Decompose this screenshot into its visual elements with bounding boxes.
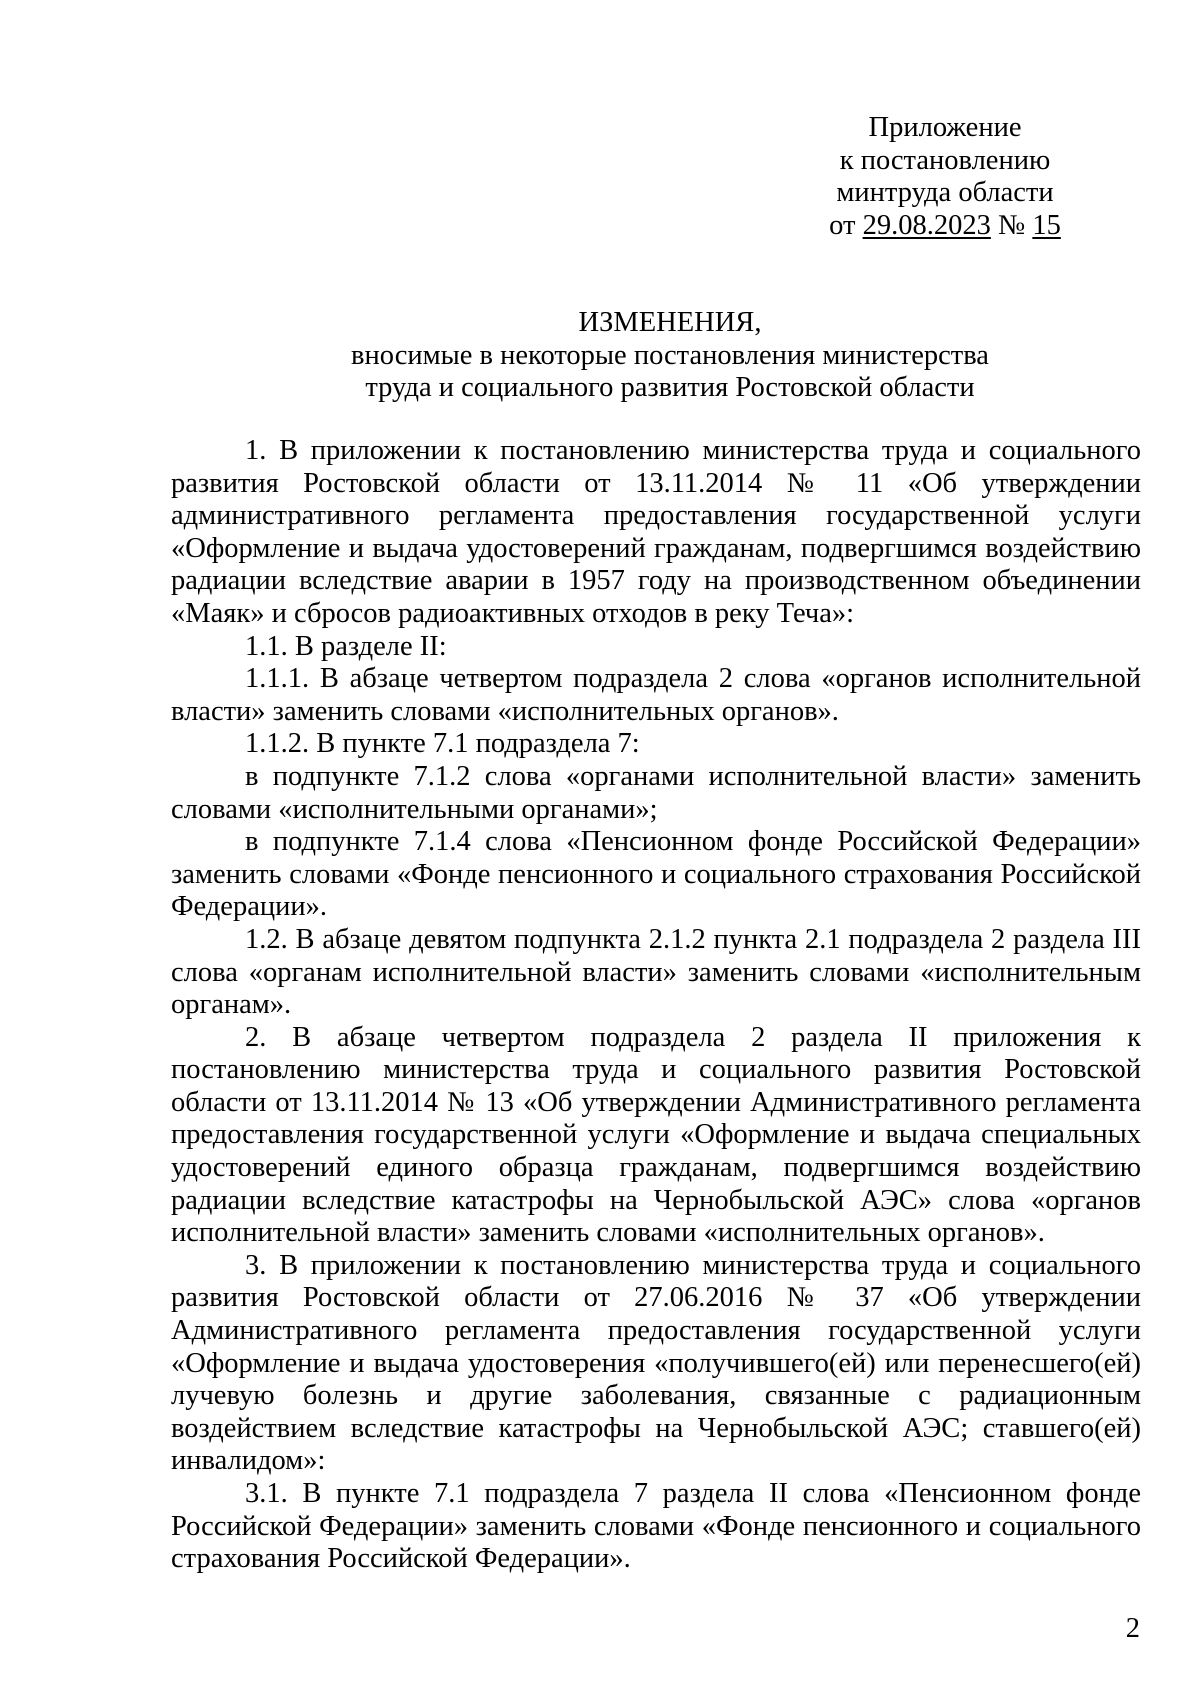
paragraph-3: 3. В приложении к постановлению министерства труда и социального развития Ростовской области от 27.06.2016 № 37 «Об утверждении Административного регламента предоставления государственной услуги «Оформление и выдача удостоверения «получившего(ей) или перенесшего(ей) лучевую болезнь и другие заболевания, связанные с радиационным воздействием вследствие катастрофы на Чернобыльской АЭС; ставшего(ей) инвалидом»:	[171, 1249, 1141, 1477]
paragraph-1-1-2: 1.1.2. В пункте 7.1 подраздела 7:	[245, 728, 640, 760]
number-prefix: №	[998, 209, 1026, 241]
appendix-date-line	[790, 210, 1100, 243]
document-heading	[170, 307, 1170, 405]
paragraph-1-1: 1.1. В разделе II:	[245, 630, 447, 662]
paragraph-subitem-7-1-4: в подпункте 7.1.4 слова «Пенсионном фонде Российской Федерации» заменить словами «Фонде пенсионного и социального страхования Российской Федерации».	[171, 826, 1141, 923]
appendix-block	[790, 112, 1100, 242]
paragraph-1-2: 1.2. В абзаце девятом подпункта 2.1.2 пункта 2.1 подраздела 2 раздела III слова «органам исполнительной власти» заменить словами «исполнительным органам».	[171, 923, 1141, 1021]
paragraph-3-1: 3.1. В пункте 7.1 подраздела 7 раздела II слова «Пенсионном фонде Российской Федерации» заменить словами «Фонде пенсионного и социального страхования Российской Федерации».	[171, 1478, 1141, 1575]
paragraph-2: 2. В абзаце четвертом подраздела 2 раздела II приложения к постановлению министерства труда и социального развития Ростовской области от 13.11.2014 № 13 «Об утверждении Административного регламента предоставления государственной услуги «Оформление и выдача специальных удостоверений единого образца гражданам, подвергшимся воздействию радиации вследствие катастрофы на Чернобыльской АЭС» слова «органов исполнительной власти» заменить словами «исполнительных органов».	[171, 1021, 1141, 1249]
appendix-title: Приложение	[868, 112, 1022, 143]
appendix-line-3: минтруда области	[836, 177, 1054, 209]
appendix-line-2: к постановлению	[839, 144, 1051, 176]
page-number: 2	[1125, 1613, 1140, 1644]
paragraph-1-1-1: 1.1.1. В абзаце четвертом подраздела 2 слова «органов исполнительной власти» заменить словами «исполнительных органов».	[171, 663, 1141, 727]
date-prefix: от	[829, 209, 856, 241]
heading-title: ИЗМЕНЕНИЯ,	[578, 307, 762, 338]
document-date: 29.08.2023	[862, 209, 991, 241]
paragraph-subitem-7-1-2: в подпункте 7.1.2 слова «органами исполнительной власти» заменить словами «исполнительными органами»;	[171, 760, 1141, 825]
heading-subtitle-1: вносимые в некоторые постановления министерства	[351, 339, 989, 371]
paragraph-1: 1. В приложении к постановлению министерства труда и социального развития Ростовской области от 13.11.2014 № 11 «Об утверждении административного регламента предоставления государственной услуги «Оформление и выдача удостоверений гражданам, подвергшимся воздействию радиации вследствие аварии в 1957 году на производственном объединении «Маяк» и сбросов радиоактивных отходов в реку Теча»:	[171, 435, 1141, 629]
document-number: 15	[1032, 209, 1061, 241]
document-body	[171, 435, 1141, 1576]
heading-subtitle-2: труда и социального развития Ростовской области	[365, 372, 975, 404]
